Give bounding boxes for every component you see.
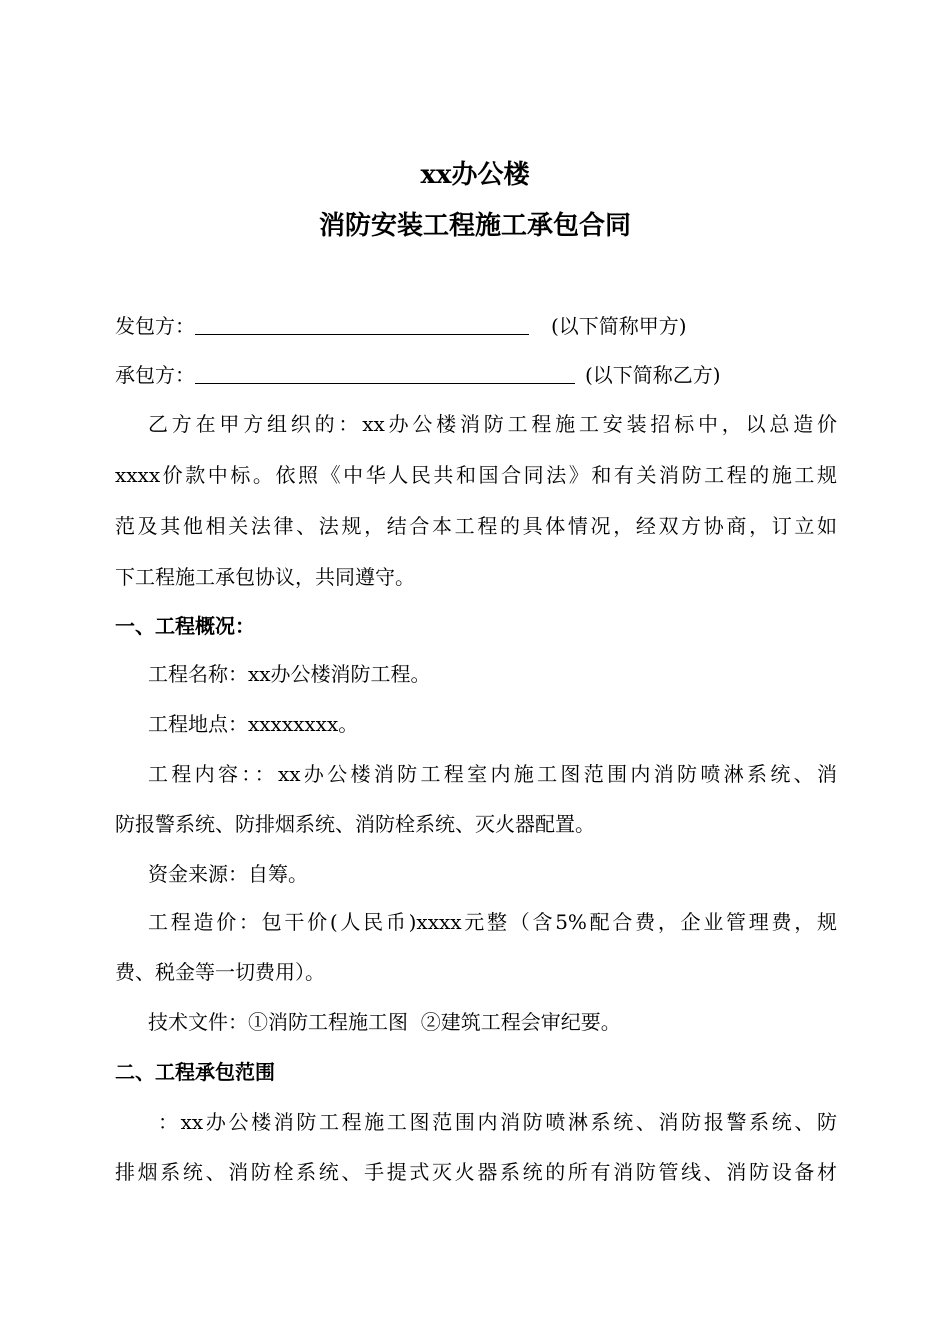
project-content-line: 防报警系统、防排烟系统、消防栓系统、灭火器配置。 xyxy=(115,812,595,836)
party-a-line xyxy=(115,312,837,340)
party-b-blank[interactable] xyxy=(195,361,575,384)
document-title-line2: 消防安装工程施工承包合同 xyxy=(318,211,631,241)
intro-line: 范及其他相关法律、法规，结合本工程的具体情况，经双方协商，订立如 xyxy=(115,514,837,538)
project-cost-line: 工程造价：包干价(人民币)xxxx元整（含5%配合费，企业管理费，规 xyxy=(148,910,837,934)
intro-line: 乙方在甲方组织的：xx办公楼消防工程施工安装招标中，以总造价 xyxy=(148,412,837,436)
section1-heading: 一、工程概况： xyxy=(115,614,255,638)
intro-line: xxxx价款中标。依照《中华人民共和国合同法》和有关消防工程的施工规 xyxy=(115,463,837,487)
document-title-line1: xx办公楼 xyxy=(420,160,530,190)
project-content-line: 工程内容：：xx办公楼消防工程室内施工图范围内消防喷淋系统、消 xyxy=(148,762,837,786)
technical-documents: 技术文件：①消防工程施工图 ②建筑工程会审纪要。 xyxy=(148,1010,621,1034)
project-location: 工程地点：xxxxxxxx。 xyxy=(148,712,359,736)
party-b-line xyxy=(115,361,837,389)
party-a-suffix: (以下简称甲方) xyxy=(551,314,687,338)
funding-source: 资金来源：自筹。 xyxy=(148,862,308,886)
project-cost-line: 费、税金等一切费用）。 xyxy=(115,960,325,984)
party-a-blank[interactable] xyxy=(195,312,529,335)
party-b-label: 承包方： xyxy=(115,363,195,387)
intro-line: 下工程施工承包协议，共同遵守。 xyxy=(115,565,415,589)
section2-heading: 二、工程承包范围 xyxy=(115,1060,275,1084)
scope-line: 排烟系统、消防栓系统、手提式灭火器系统的所有消防管线、消防设备材 xyxy=(115,1160,837,1184)
party-a-label: 发包方： xyxy=(115,314,195,338)
project-name: 工程名称：xx办公楼消防工程。 xyxy=(148,662,431,686)
party-b-suffix: (以下简称乙方) xyxy=(585,363,721,387)
scope-line: ：xx办公楼消防工程施工图范围内消防喷淋系统、消防报警系统、防 xyxy=(158,1110,837,1134)
